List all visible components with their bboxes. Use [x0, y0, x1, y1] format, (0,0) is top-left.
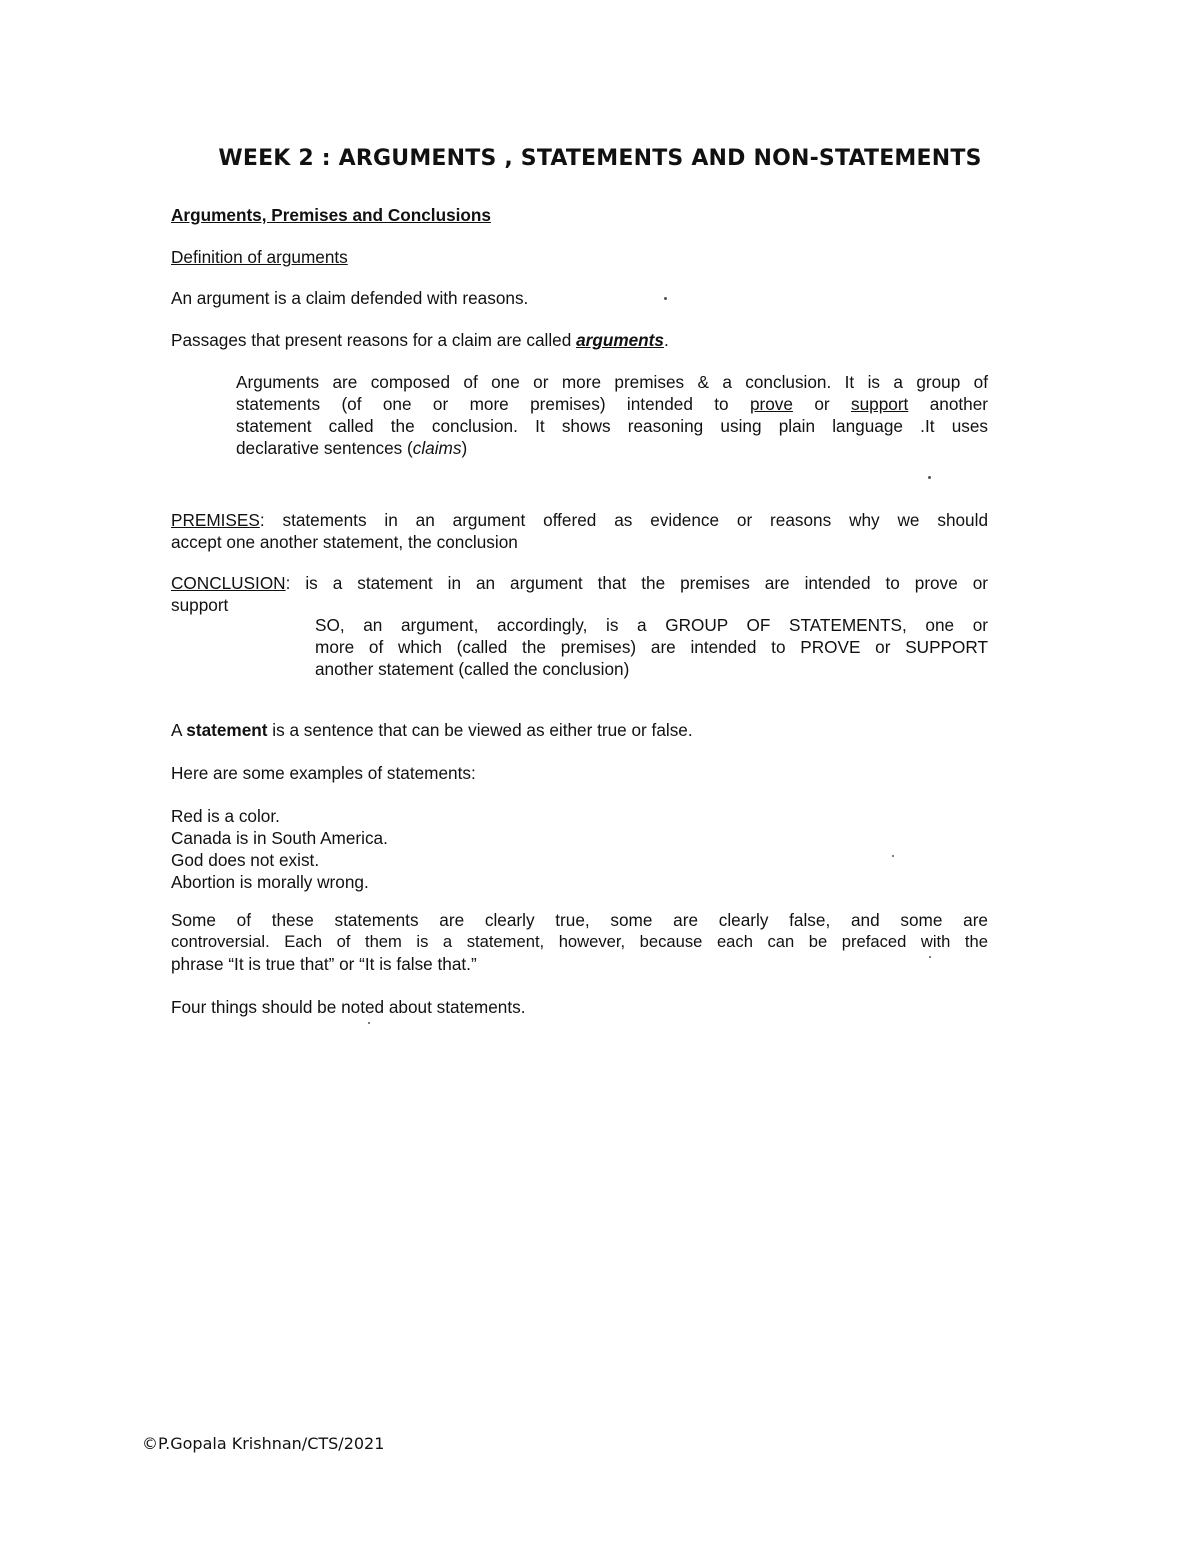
scan-speck — [892, 855, 894, 857]
indented-paragraph — [236, 371, 988, 459]
example-item: Canada is in South America. — [171, 828, 388, 848]
example-item: Red is a color. — [171, 806, 280, 826]
support-word: support — [851, 394, 909, 414]
scan-speck — [928, 476, 931, 479]
some-line-1: Some of these statements are clearly true, some are clearly false, and some are — [171, 910, 988, 930]
statement-def-bold: statement — [186, 720, 268, 740]
passages-prefix: Passages that present reasons for a claim are called — [171, 330, 577, 350]
passages-emphasis: arguments — [576, 330, 664, 350]
footer-copyright: ©P.Gopala Krishnan/CTS/2021 — [142, 1434, 385, 1453]
claims-word: claims — [412, 438, 462, 458]
passages-line — [171, 329, 669, 351]
premises-term: PREMISES — [171, 510, 260, 530]
premises-paragraph — [171, 509, 988, 553]
indented-line-4 — [236, 437, 988, 459]
scan-speck — [664, 297, 667, 300]
scan-speck — [368, 1022, 370, 1024]
indented-line-3: statement called the conclusion. It shows reasoning using plain language .It uses — [236, 416, 988, 436]
indented-line-4-b: ) — [461, 438, 468, 458]
so-paragraph — [315, 614, 988, 680]
conclusion-term: CONCLUSION — [171, 573, 286, 593]
some-line-3: phrase “It is true that” or “It is false that.” — [171, 954, 477, 974]
examples-intro: Here are some examples of statements: — [171, 763, 476, 783]
premises-text-1: : statements in an argument offered as evidence or reasons why we should — [259, 510, 988, 530]
examples-list — [171, 805, 388, 893]
statement-def-rest: is a sentence that can be viewed as either true or false. — [267, 720, 693, 740]
so-line-3: another statement (called the conclusion) — [315, 659, 630, 679]
page-title: WEEK 2 : ARGUMENTS , STATEMENTS AND NON-STATEMENTS — [218, 146, 982, 171]
conclusion-text-1: : is a statement in an argument that the premises are intended to prove or — [285, 573, 988, 593]
so-line-1: SO, an argument, accordingly, is a GROUP OF STATEMENTS, one or — [315, 615, 988, 635]
definition-line: An argument is a claim defended with reasons. — [171, 288, 529, 308]
passages-suffix: . — [663, 330, 669, 350]
so-line-2: more of which (called the premises) are intended to PROVE or SUPPORT — [315, 637, 988, 657]
statement-def-a: A — [171, 720, 187, 740]
premises-line-2: accept one another statement, the conclusion — [171, 532, 518, 552]
scan-speck — [929, 956, 931, 958]
section-heading: Arguments, Premises and Conclusions — [171, 205, 491, 225]
conclusion-line-1 — [171, 572, 988, 594]
four-things-line: Four things should be noted about statements. — [171, 997, 526, 1017]
some-paragraph — [171, 909, 988, 975]
indented-line-4-a: declarative sentences ( — [236, 438, 413, 458]
indented-line-2-a: statements (of one or more premises) intended to — [236, 394, 750, 414]
example-item: Abortion is morally wrong. — [171, 872, 369, 892]
definition-heading: Definition of arguments — [171, 247, 348, 267]
conclusion-line-2: support — [171, 595, 229, 615]
example-item: God does not exist. — [171, 850, 320, 870]
indented-line-2 — [236, 393, 988, 415]
premises-line-1 — [171, 509, 988, 531]
some-line-2: controversial. Each of them is a statement, however, because each can be prefaced with the — [171, 932, 988, 951]
indented-line-2-c: another — [908, 394, 988, 414]
statement-definition — [171, 719, 693, 741]
indented-line-1: Arguments are composed of one or more premises & a conclusion. It is a group of — [236, 372, 988, 392]
prove-word: prove — [749, 394, 793, 414]
indented-line-2-b: or — [792, 394, 851, 414]
conclusion-paragraph — [171, 572, 988, 616]
